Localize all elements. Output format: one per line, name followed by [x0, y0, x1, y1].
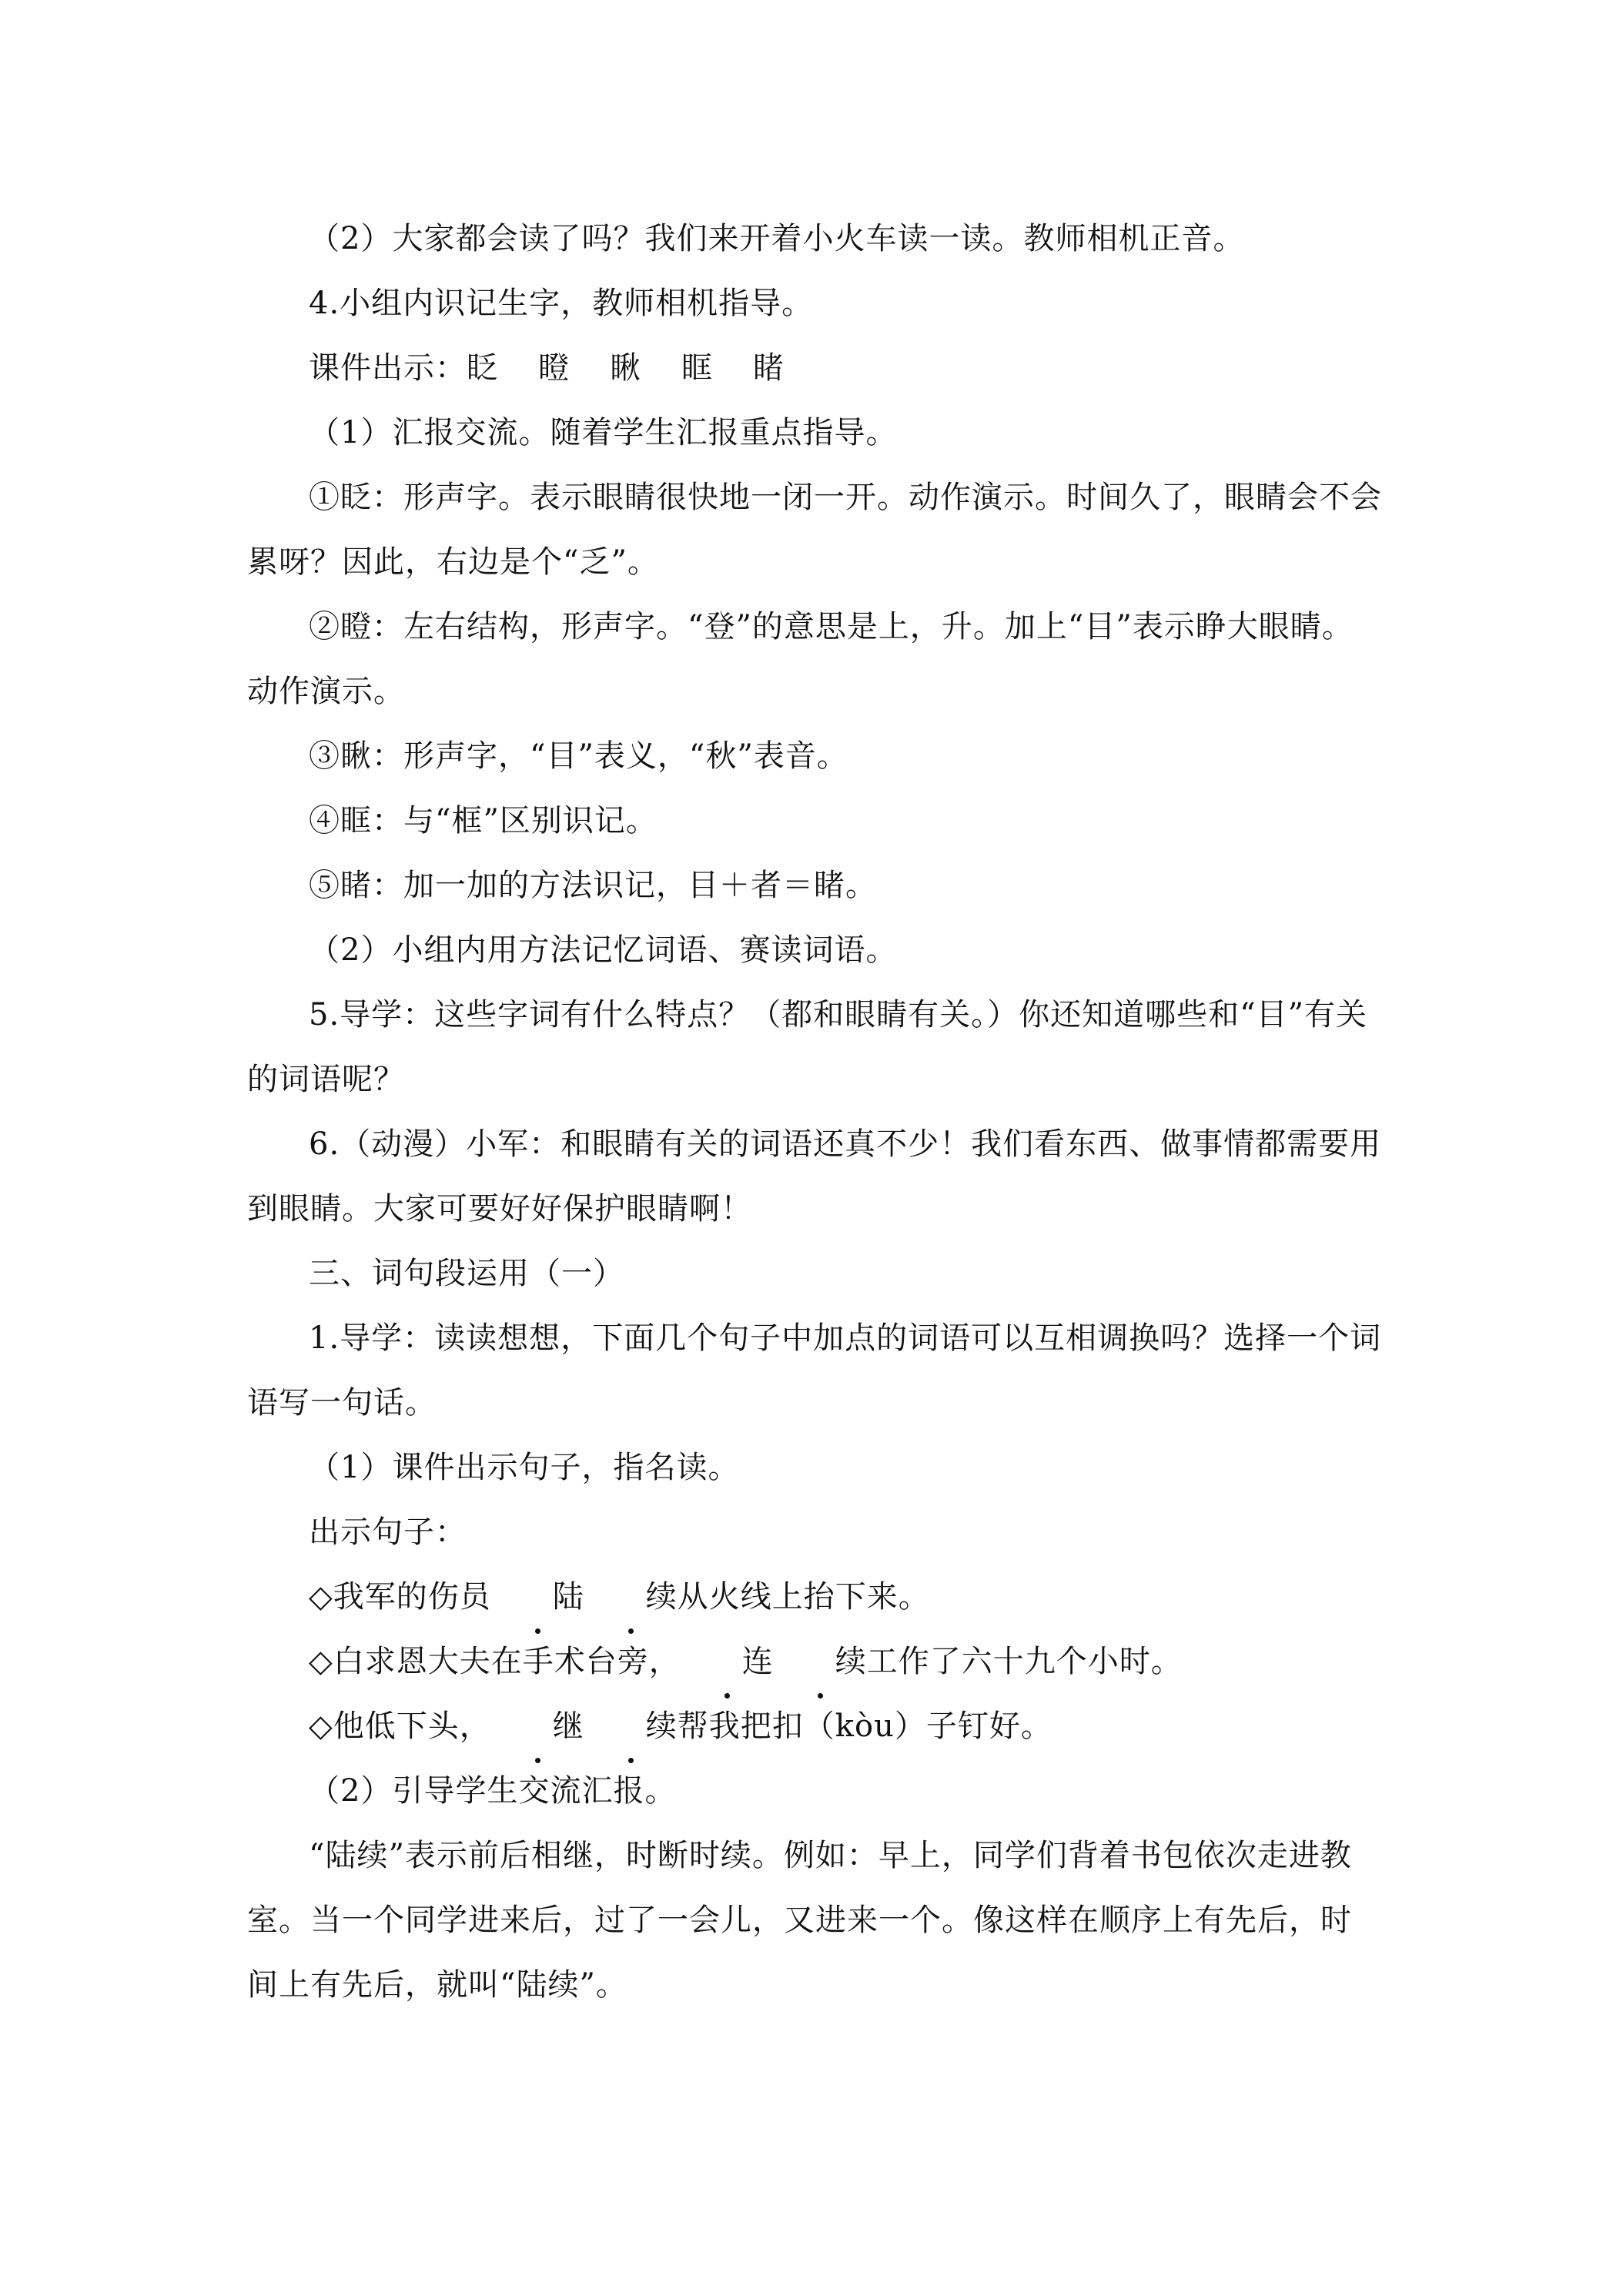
sentence-lianxu: ◇白求恩大夫在手术台旁， 连 续工作了六十九个小时。	[247, 1629, 1382, 1694]
paragraph-step-5: 5.导学：这些字词有什么特点？（都和眼睛有关。）你还知道哪些和“目”有关的词语呢？	[247, 997, 1368, 1097]
paragraph-show-sentences: （1）课件出示句子，指名读。	[309, 1450, 740, 1485]
paragraph-guide-1: 1.导学：读读想想，下面几个句子中加点的词语可以互相调换吗？选择一个词语写一句话。	[247, 1320, 1382, 1421]
dotted-char: 续	[584, 1565, 678, 1629]
paragraph-step-4: 4.小组内识记生字，教师相机指导。	[309, 286, 814, 321]
char-4: 眶	[681, 350, 713, 386]
char-2: 瞪	[538, 350, 570, 386]
dotted-char: 续	[584, 1694, 678, 1759]
char-5: 睹	[753, 350, 785, 386]
paragraph-report-exchange: （1）汇报交流。随着学生汇报重点指导。	[309, 415, 898, 450]
dotted-char: 续	[774, 1629, 867, 1694]
sentence-luxu: ◇我军的伤员 陆 续从火线上抬下来。	[247, 1565, 1382, 1629]
sentence-jixu: ◇他低下头， 继 续帮我把扣（kòu）子钉好。	[247, 1694, 1382, 1759]
paragraph-step-6: 6.（动漫）小军：和眼睛有关的词语还真不少！我们看东西、做事情都需要用到眼睛。大家可要好好保护眼睛啊！	[247, 1126, 1382, 1227]
section-heading-3: 三、词句段运用（一）	[309, 1256, 624, 1291]
dotted-char: 连	[681, 1629, 774, 1694]
paragraph-group-memorize: （2）小组内用方法记忆词语、赛读词语。	[309, 932, 898, 968]
paragraph-char-zha: ①眨：形声字。表示眼睛很快地一闭一开。动作演示。时间久了，眼睛会不会累呀？因此，右边是个“乏”。	[247, 480, 1382, 580]
paragraph-courseware-chars	[247, 336, 1382, 400]
courseware-label: 课件出示：	[309, 350, 467, 386]
paragraph-sentences-label: 出示句子：	[309, 1514, 467, 1550]
dotted-char: 陆	[491, 1565, 584, 1629]
lesson-text	[247, 206, 1382, 2017]
dotted-char: 继	[491, 1694, 584, 1759]
paragraph-char-chou: ③瞅：形声字，“目”表义，“秋”表音。	[309, 738, 848, 774]
char-3: 瞅	[610, 350, 641, 386]
paragraph-char-du: ⑤睹：加一加的方法识记，目＋者＝睹。	[309, 868, 877, 903]
paragraph-read-train: （2）大家都会读了吗？我们来开着小火车读一读。教师相机正音。	[309, 221, 1245, 256]
char-1: 眨	[467, 350, 498, 386]
paragraph-luxu-explain: “陆续”表示前后相继，时断时续。例如：早上，同学们背着书包依次走进教室。当一个同学进来后，过了一会儿，又进来一个。像这样在顺序上有先后，时间上有先后，就叫“陆续”。	[247, 1838, 1352, 2003]
paragraph-guide-report: （2）引导学生交流汇报。	[309, 1773, 677, 1809]
paragraph-char-kuang: ④眶：与“框”区别识记。	[309, 803, 658, 838]
paragraph-char-deng: ②瞪：左右结构，形声字。“登”的意思是上，升。加上“目”表示睁大眼睛。动作演示。	[247, 609, 1354, 709]
